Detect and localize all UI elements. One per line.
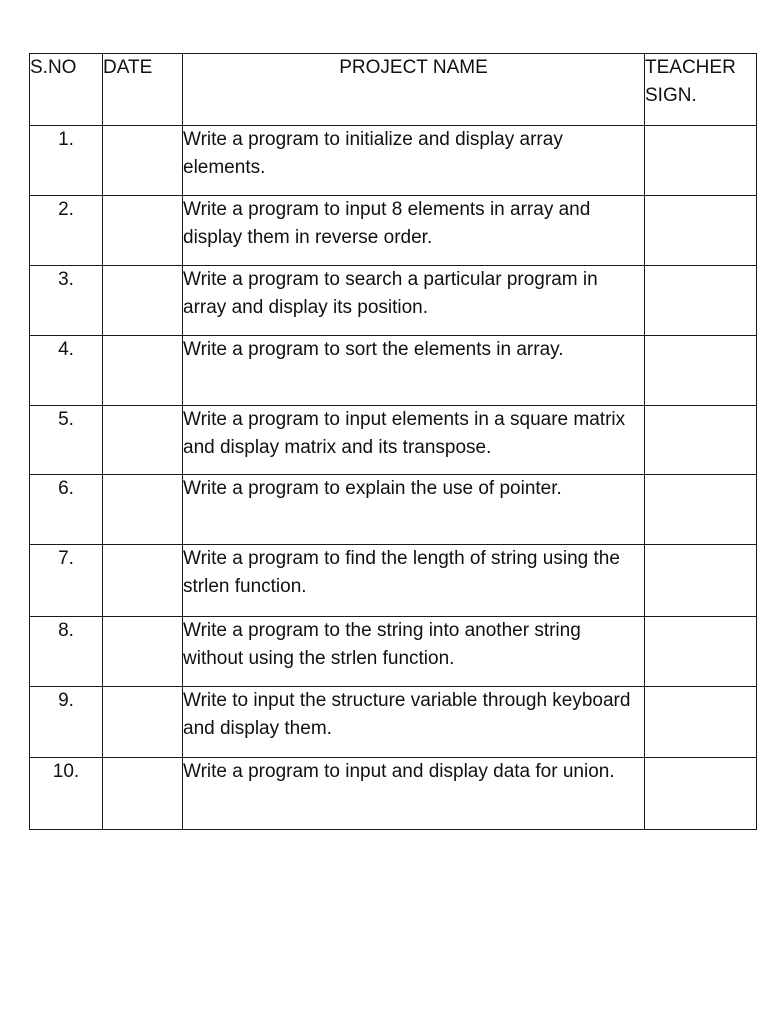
row-sno: 1. <box>30 126 103 196</box>
row-date-cell <box>103 758 183 830</box>
row-project-name: Write a program to find the length of string using the strlen function. <box>183 545 645 617</box>
table-row <box>30 545 757 617</box>
row-date-cell <box>103 406 183 475</box>
table-row <box>30 687 757 758</box>
row-teacher-sign-cell <box>645 687 757 758</box>
row-teacher-sign-cell <box>645 758 757 830</box>
row-project-name: Write a program to input elements in a square matrix and display matrix and its transpose. <box>183 406 645 475</box>
row-sno: 7. <box>30 545 103 617</box>
table-row <box>30 266 757 336</box>
header-project-name: PROJECT NAME <box>183 54 645 126</box>
row-teacher-sign-cell <box>645 475 757 545</box>
row-sno: 10. <box>30 758 103 830</box>
row-project-name: Write a program to sort the elements in array. <box>183 336 645 406</box>
row-sno: 8. <box>30 617 103 687</box>
row-project-name: Write a program to initialize and display array elements. <box>183 126 645 196</box>
table-row <box>30 475 757 545</box>
header-sno: S.NO <box>30 54 103 126</box>
project-index-table <box>29 53 757 830</box>
row-teacher-sign-cell <box>645 126 757 196</box>
row-teacher-sign-cell <box>645 336 757 406</box>
row-sno: 2. <box>30 196 103 266</box>
table-row <box>30 336 757 406</box>
header-date: DATE <box>103 54 183 126</box>
table-row <box>30 758 757 830</box>
row-project-name: Write a program to input 8 elements in array and display them in reverse order. <box>183 196 645 266</box>
row-project-name: Write to input the structure variable through keyboard and display them. <box>183 687 645 758</box>
row-date-cell <box>103 545 183 617</box>
row-teacher-sign-cell <box>645 617 757 687</box>
header-teacher-sign: TEACHER SIGN. <box>645 54 757 126</box>
row-sno: 3. <box>30 266 103 336</box>
table-row <box>30 406 757 475</box>
row-sno: 4. <box>30 336 103 406</box>
row-date-cell <box>103 336 183 406</box>
table-row <box>30 196 757 266</box>
row-date-cell <box>103 475 183 545</box>
row-project-name: Write a program to search a particular program in array and display its position. <box>183 266 645 336</box>
table-row <box>30 126 757 196</box>
project-index-sheet <box>29 53 757 830</box>
row-teacher-sign-cell <box>645 545 757 617</box>
table-row <box>30 617 757 687</box>
row-teacher-sign-cell <box>645 196 757 266</box>
row-date-cell <box>103 617 183 687</box>
row-sno: 9. <box>30 687 103 758</box>
row-date-cell <box>103 196 183 266</box>
row-date-cell <box>103 687 183 758</box>
row-teacher-sign-cell <box>645 406 757 475</box>
table-header-row <box>30 54 757 126</box>
row-date-cell <box>103 126 183 196</box>
row-sno: 5. <box>30 406 103 475</box>
row-teacher-sign-cell <box>645 266 757 336</box>
row-sno: 6. <box>30 475 103 545</box>
row-project-name: Write a program to the string into another string without using the strlen function. <box>183 617 645 687</box>
row-project-name: Write a program to explain the use of pointer. <box>183 475 645 545</box>
row-date-cell <box>103 266 183 336</box>
row-project-name: Write a program to input and display data for union. <box>183 758 645 830</box>
